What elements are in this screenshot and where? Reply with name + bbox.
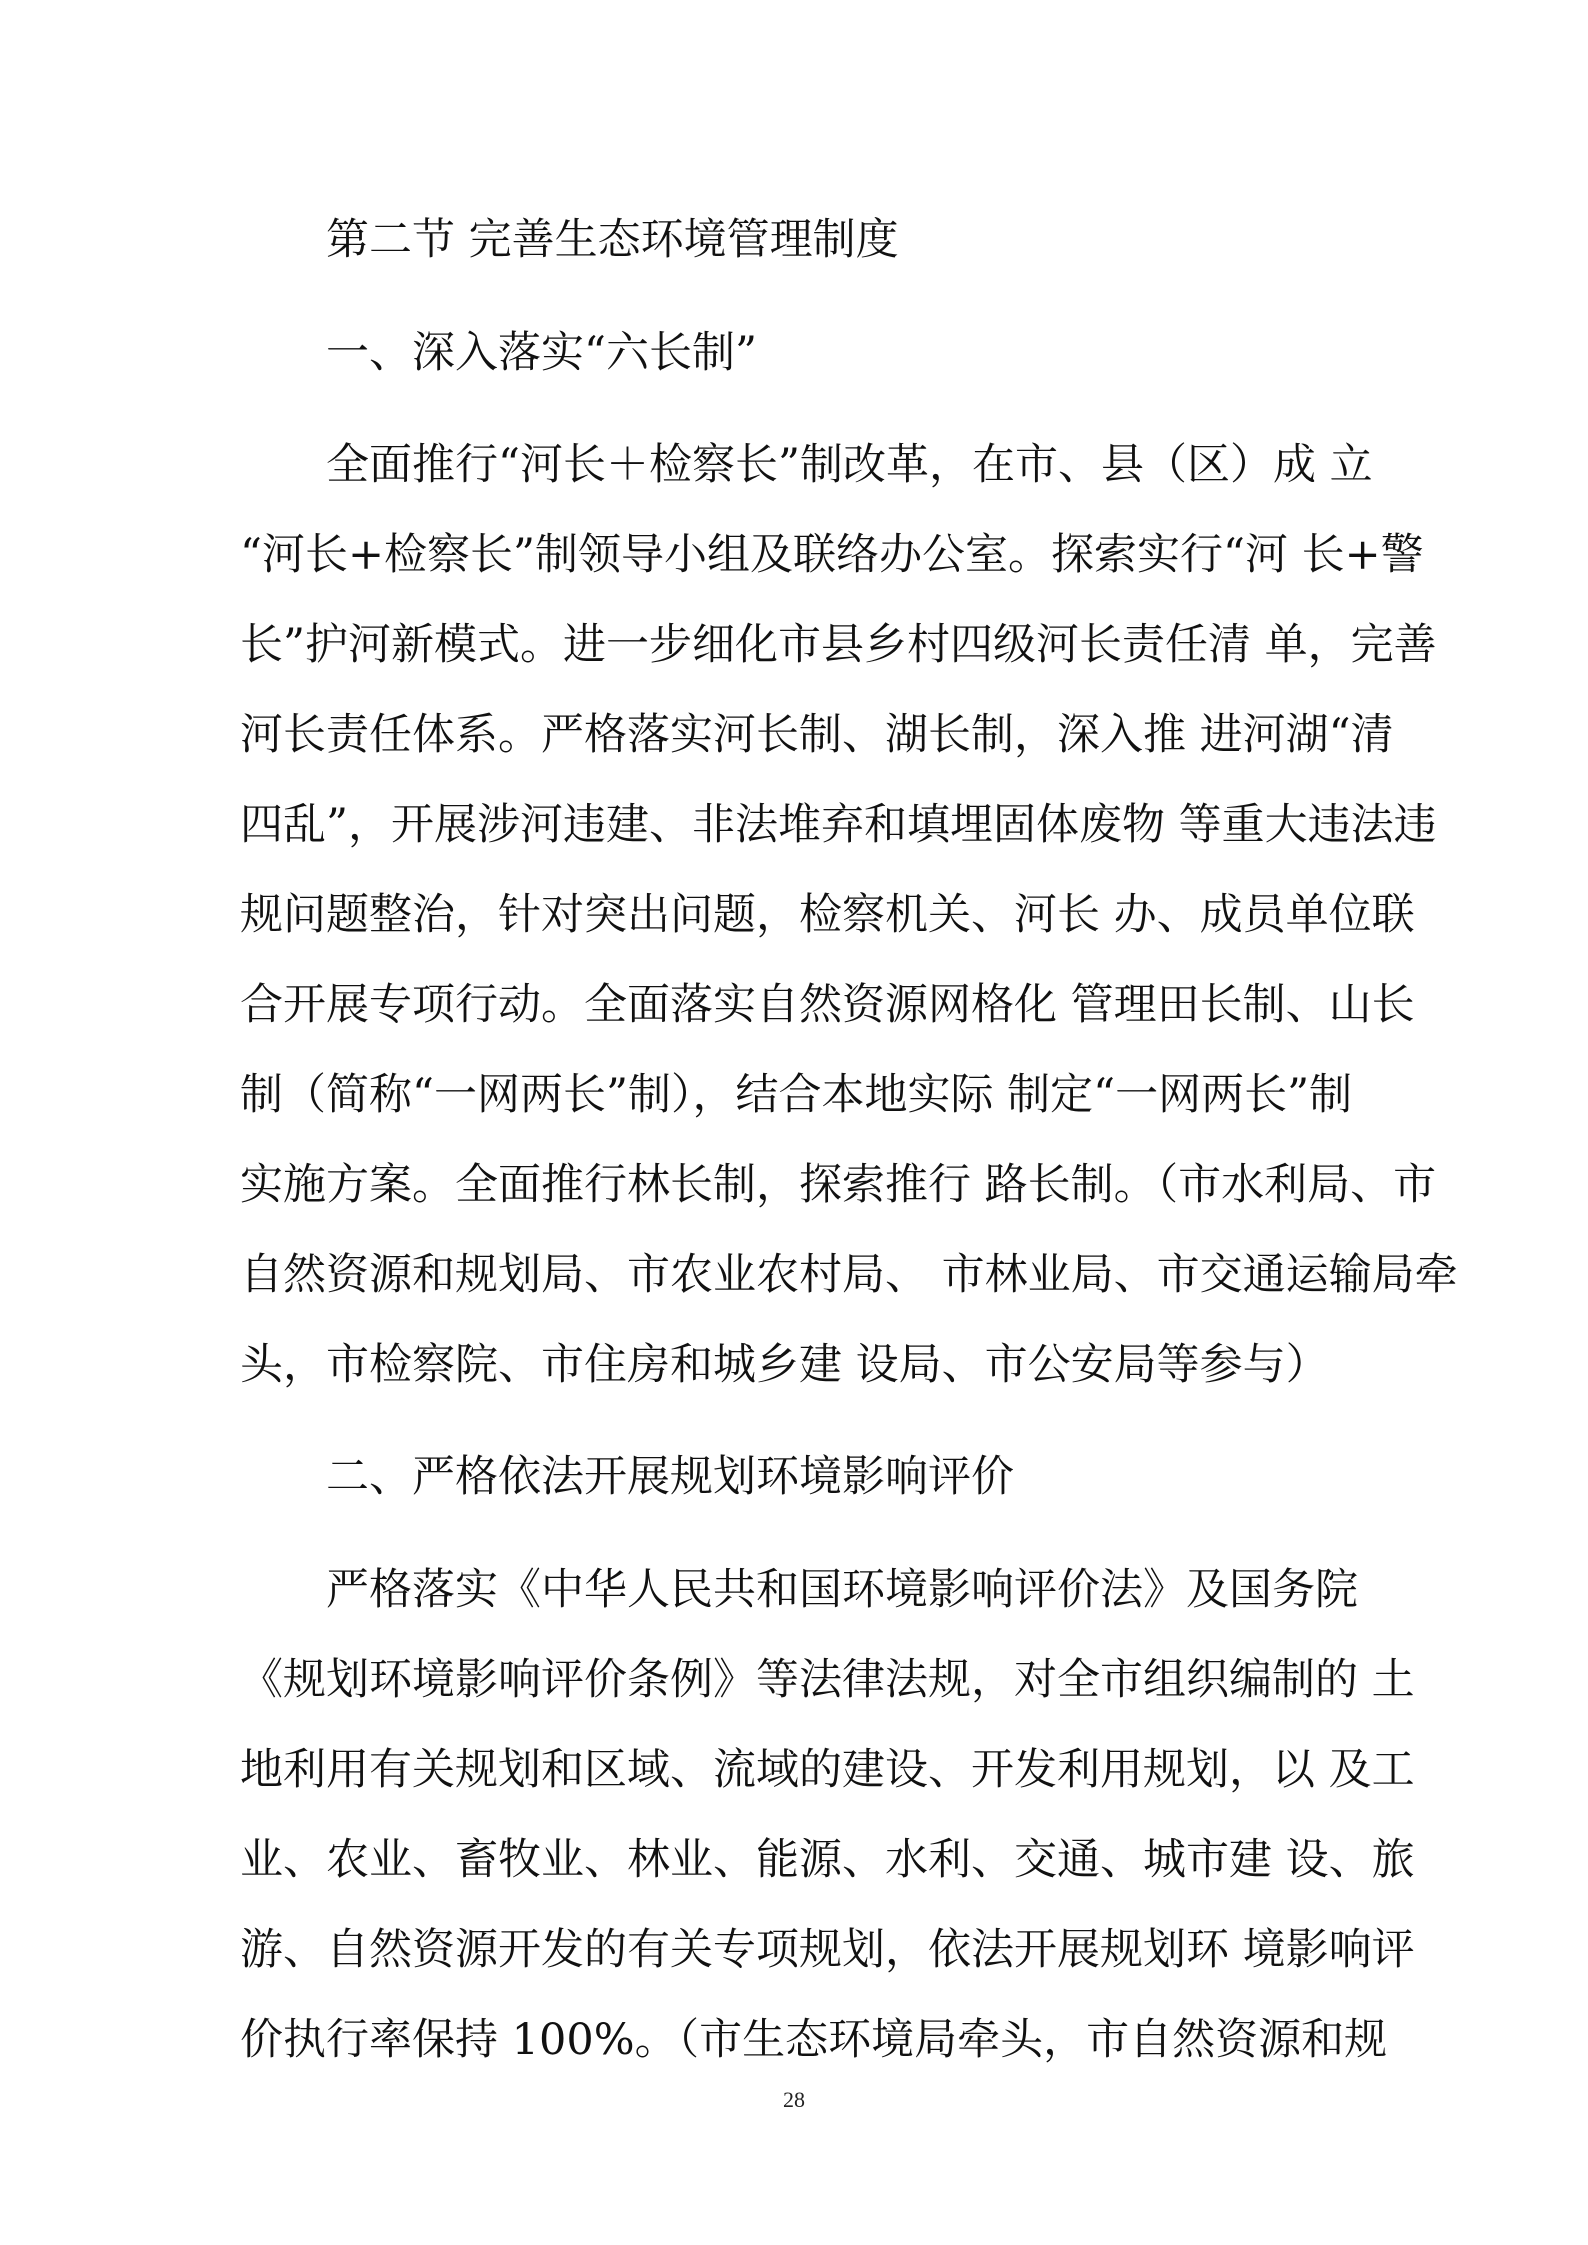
- paragraph-2-line: 严格落实《中华人民共和国环境影响评价法》及国务院: [326, 1565, 1358, 1615]
- paragraph-1-line: 长”护河新模式。进一步细化市县乡村四级河长责任清 单，完善: [240, 620, 1437, 670]
- paragraph-2-line: 价执行率保持 100%。（市生态环境局牵头，市自然资源和规: [240, 2015, 1388, 2065]
- subsection-2-title: 二、严格依法开展规划环境影响评价: [326, 1452, 1014, 1502]
- paragraph-1-line: 自然资源和规划局、市农业农村局、 市林业局、市交通运输局牵: [240, 1250, 1458, 1300]
- paragraph-1-line: 四乱”，开展涉河违建、非法堆弃和填埋固体废物 等重大违法违: [240, 800, 1437, 850]
- subsection-1-title: 一、深入落实“六长制”: [326, 328, 757, 378]
- paragraph-2-line: 游、自然资源开发的有关专项规划，依法开展规划环 境影响评: [240, 1925, 1415, 1975]
- paragraph-1-line: 全面推行“河长＋检察长”制改革，在市、县（区）成 立: [326, 440, 1373, 490]
- paragraph-1-line: 头，市检察院、市住房和城乡建 设局、市公安局等参与）: [240, 1340, 1329, 1390]
- page-number: 28: [783, 2087, 805, 2112]
- paragraph-1-line: “河长+检察长”制领导小组及联络办公室。探索实行“河 长+警: [240, 530, 1424, 580]
- paragraph-1-line: 规问题整治，针对突出问题，检察机关、河长 办、成员单位联: [240, 890, 1415, 940]
- paragraph-2-line: 地利用有关规划和区域、流域的建设、开发利用规划，以 及工: [240, 1745, 1415, 1795]
- paragraph-1-line: 河长责任体系。严格落实河长制、湖长制，深入推 进河湖“清: [240, 710, 1394, 760]
- paragraph-1-line: 合开展专项行动。全面落实自然资源网格化 管理田长制、山长: [240, 980, 1415, 1030]
- paragraph-1-line: 实施方案。全面推行林长制，探索推行 路长制。（市水利局、市: [240, 1160, 1437, 1210]
- section-title: 第二节 完善生态环境管理制度: [326, 215, 899, 265]
- paragraph-2-line: 业、农业、畜牧业、林业、能源、水利、交通、城市建 设、旅: [240, 1835, 1415, 1885]
- paragraph-1-line: 制（简称“一网两长”制），结合本地实际 制定“一网两长”制: [240, 1070, 1353, 1120]
- paragraph-2-line: 《规划环境影响评价条例》等法律法规，对全市组织编制的 土: [240, 1655, 1415, 1705]
